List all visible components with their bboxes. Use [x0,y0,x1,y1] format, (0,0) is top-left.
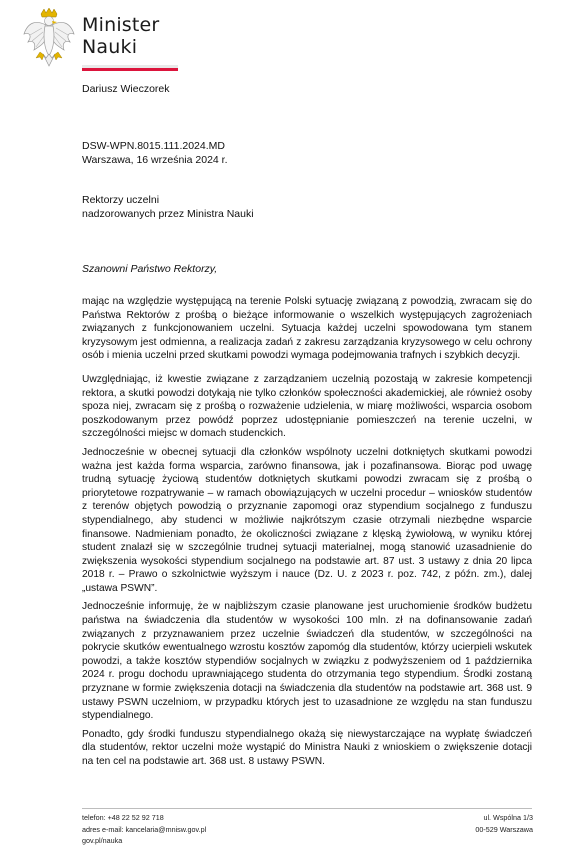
recipient-line1: Rektorzy uczelni [82,194,160,206]
place-date: Warszawa, 16 września 2024 r. [82,154,228,166]
paragraph-3: Jednocześnie w obecnej sytuacji dla członków wspólnoty uczelni dotkniętych skutkami powodzi ważna jest każda forma wsparcia, zarówno finansowa, jak i pozafinansowa. Biorąc pod uwagę trudną sytuację życiową studentów dotkniętych skutkami powodzi zwracam się z prośbą o priorytetowe rozpatrywanie – w ramach obowiązujących w uczelni procedur – wniosków studentów z terenów objętych powodzią o przyznanie zapomogi oraz stypendium socjalnego z funduszu stypendialnego, aby studenci w możliwie najkrótszym czasie otrzymali niezbędne wsparcie finansowe. Nadmieniam ponadto, że okoliczności związane z klęską żywiołową, w wyniku której student znalazł się w szczególnie trudnej sytuacji materialnej, mogą stanowić uzasadnienie do zwiększenia wysokości stypendium socjalnego na podstawie art. 87 ust. 3 ustawy z dnia 20 lipca 2018 r. – Prawo o szkolnictwie wyższym i nauce (Dz. U. z 2023 r. poz. 742, z późn. zm.), dalej „ustawa PSWN”. [82,446,532,594]
footer-email[interactable]: adres e-mail: kancelaria@mnisw.gov.pl [82,824,207,834]
signer-name: Dariusz Wieczorek [82,83,170,95]
ministry-name-line1: Minister [82,14,160,36]
recipient-line2: nadzorowanych przez Ministra Nauki [82,208,254,220]
salutation: Szanowni Państwo Rektorzy, [82,263,218,275]
footer-divider [82,808,532,809]
ministry-name [82,14,159,58]
footer-street: ul. Wspólna 1/3 [483,813,533,822]
paragraph-1: mając na względzie występującą na terenie Polski sytuację związaną z powodzią, zwracam się do Państwa Rektorów z prośbą o bieżące informowanie o wszelkich występujących zagrożeniach związanych z funkcjonowaniem uczelni. Sytuacja każdej uczelni spowodowana tym stanem kryzysowym jest odmienna, a realizacja zadań z zakresu zarządzania kryzysowego w celu ochrony osób i mienia uczelni przed skutkami powodzi wymaga podejmowania trafnych i szybkich decyzji. [82,296,532,362]
paragraph-2: Uwzględniając, iż kwestie związane z zarządzaniem uczelnią pozostają w zakresie kompetencji rektora, a skutki powodzi dotykają nie tylko członków społeczności akademickiej, ale również osoby spoza niej, zwracam się z prośbą o rozważenie udzielenia, w miarę możliwości, wsparcia osobom poszkodowanym przez powódź poprzez udostępnianie pomieszczeń na terenie uczelni, w szczególności miejsc w domach studenckich. [82,373,532,440]
footer-website-link[interactable]: gov.pl/nauka [82,836,123,845]
footer-contact [82,812,206,847]
reference-block [82,139,228,167]
flag-red-stripe [82,68,178,71]
recipient-block [82,193,254,221]
reference-number: DSW-WPN.8015.111.2024.MD [82,140,225,152]
footer-address [475,812,533,835]
footer-city: 00-529 Warszawa [475,824,533,834]
letter-body [82,295,532,774]
flag-bar [82,65,178,71]
eagle-emblem-icon [22,8,76,72]
ministry-name-line2: Nauki [82,36,138,58]
paragraph-4: Jednocześnie informuję, że w najbliższym czasie planowane jest uruchomienie środków budżetu państwa na świadczenia dla studentów w wysokości 100 mln. zł na dofinansowanie zadań związanych z przyznawaniem przez uczelnie świadczeń dla studentów, w szczególności na pokrycie skutków ewentualnego wzrostu kosztów zapomóg dla studentów, którzy ucierpieli wskutek powodzi, a także kosztów stypendiów socjalnych w związku z podwyższeniem od 1 października 2024 r. progu dochodu uprawniającego studenta do otrzymania tego stypendium. Środki zostaną przyznane w formie zwiększenia dotacji na świadczenia dla studentów na podstawie art. 368 ust. 9 ustawy PSWN uczelniom, w przypadku których jest to uzasadnione ze względu na stan funduszu stypendialnego. [82,601,532,722]
paragraph-5: Ponadto, gdy środki funduszu stypendialnego okażą się niewystarczające na wypłatę świadczeń dla studentów, rektor uczelni może wystąpić do Ministra Nauki z wnioskiem o zwiększenie dotacji na ten cel na podstawie art. 368 ust. 8 ustawy PSWN. [82,728,532,767]
footer-phone: telefon: +48 22 52 92 718 [82,813,164,822]
